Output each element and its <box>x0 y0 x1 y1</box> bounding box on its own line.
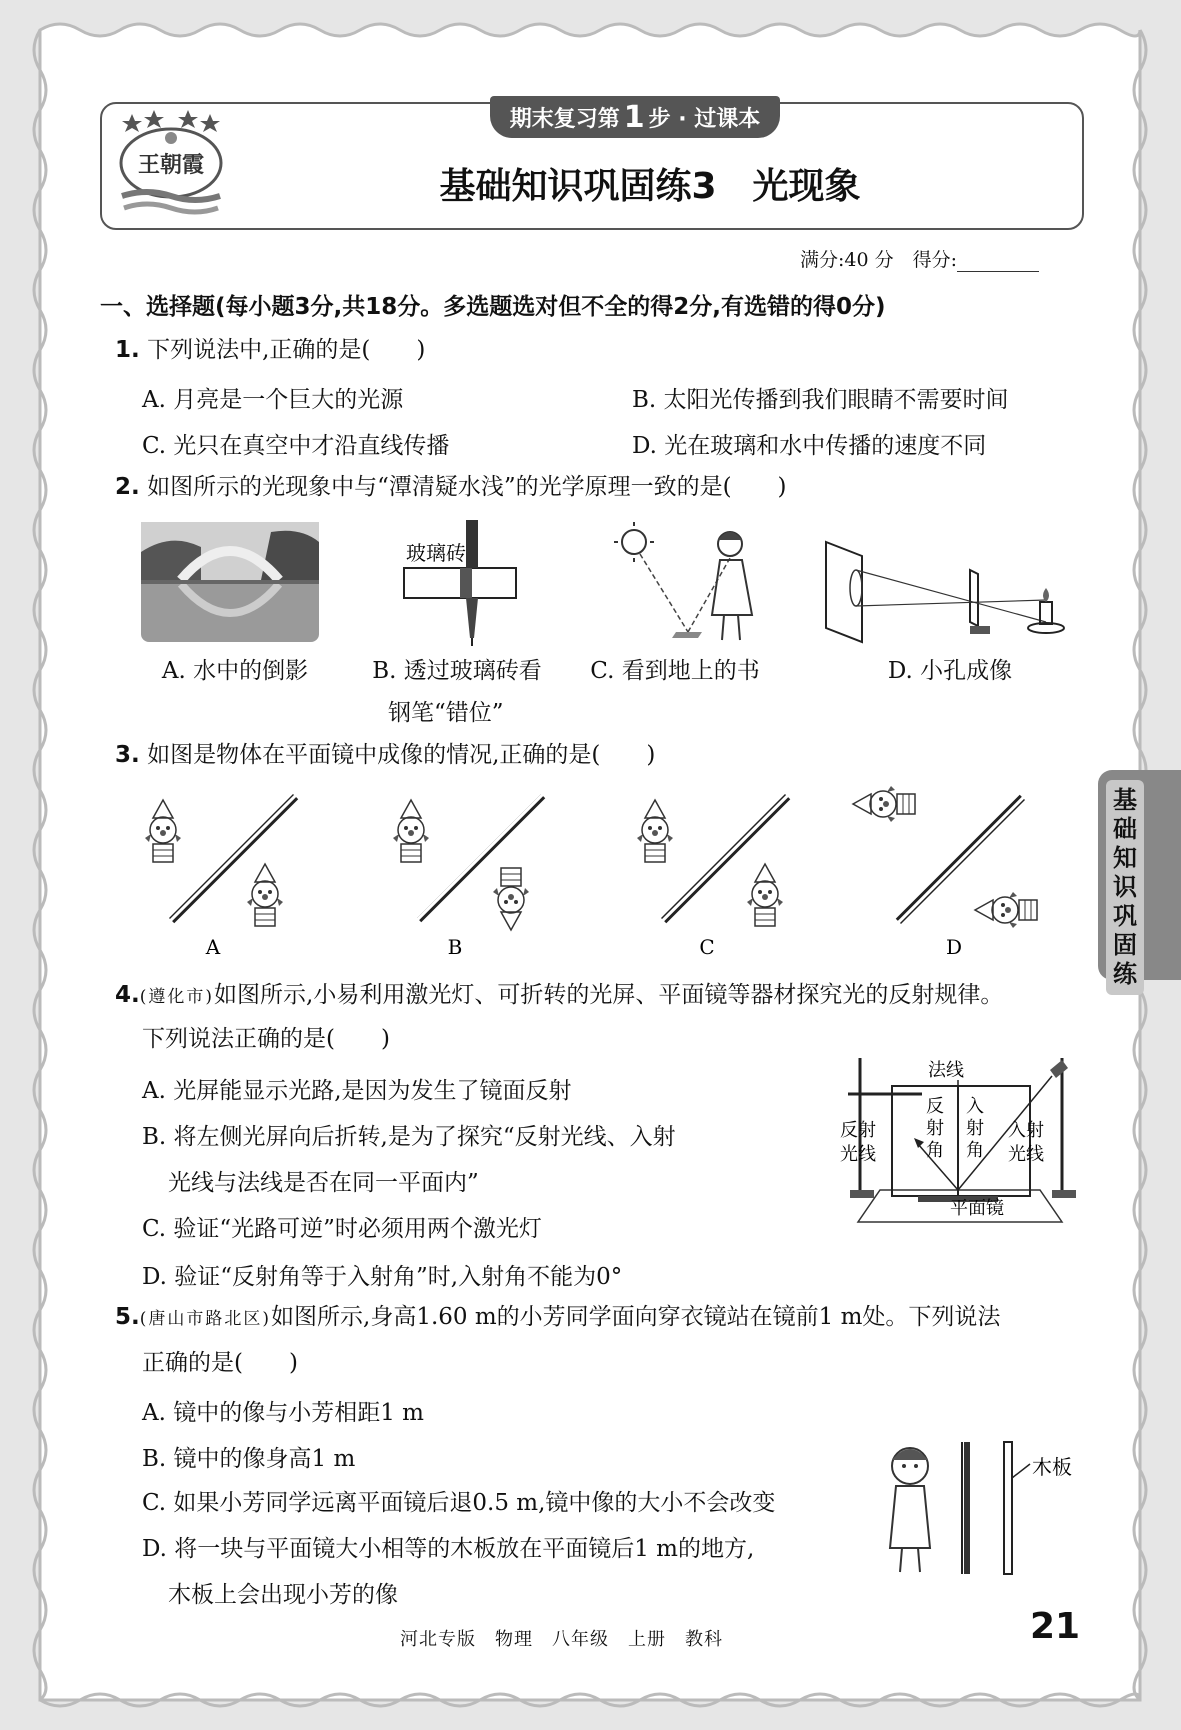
label-reflected-ray-1: 反射 <box>840 1120 876 1141</box>
q1-option-b[interactable]: B. 太阳光传播到我们眼睛不需要时间 <box>632 387 1009 413</box>
review-step-banner <box>490 96 780 138</box>
banner-step-number: 1 <box>623 99 645 135</box>
score-label: 满分:40 分 得分: <box>800 249 958 271</box>
question-5-stem <box>115 1300 1000 1336</box>
label-reflection-angle-2: 射 <box>926 1118 944 1139</box>
question-number: 5. <box>115 1304 140 1330</box>
section-title: 一、选择题(每小题3分,共18分。多选题选对但不全的得2分,有选错的得0分) <box>100 294 886 320</box>
q4-option-b[interactable]: B. 将左侧光屏向后折转,是为了探究“反射光线、入射 <box>142 1124 676 1150</box>
question-text: 如图所示的光现象中与“潭清疑水浅”的光学原理一致的是( ) <box>147 474 787 500</box>
score-line <box>800 245 1039 272</box>
q2-figure-c-girl-book <box>610 520 770 645</box>
q1-option-c[interactable]: C. 光只在真空中才沿直线传播 <box>142 433 450 459</box>
q5-option-c[interactable]: C. 如果小芳同学远离平面镜后退0.5 m,镜中像的大小不会改变 <box>142 1490 776 1516</box>
q2-figure-b-glass-pen <box>398 518 523 646</box>
label-wood-board: 木板 <box>1032 1455 1072 1479</box>
page-number: 21 <box>1030 1606 1081 1647</box>
banner-prefix: 期末复习第 <box>509 106 620 132</box>
label-incident-ray-1: 入射 <box>1008 1120 1044 1141</box>
question-number: 1. <box>115 337 140 363</box>
question-3-stem <box>115 738 655 772</box>
label-reflected-ray-2: 光线 <box>840 1144 876 1165</box>
label-incidence-angle-2: 射 <box>966 1118 984 1139</box>
label-reflection-angle-3: 角 <box>926 1140 944 1161</box>
q3-option-b-figure[interactable] <box>393 794 547 930</box>
logo-name: 王朝霞 <box>137 152 205 178</box>
label-plane-mirror: 平面镜 <box>950 1198 1004 1219</box>
label-incidence-angle-1: 入 <box>966 1096 984 1117</box>
question-source: (唐山市路北区) <box>139 1309 272 1329</box>
label-incidence-angle-3: 角 <box>966 1140 984 1161</box>
q4-option-d[interactable]: D. 验证“反射角等于入射角”时,入射角不能为0° <box>142 1264 623 1290</box>
page-title: 基础知识巩固练3 光现象 <box>439 166 861 207</box>
q3-label-b: B <box>447 935 463 959</box>
label-normal: 法线 <box>928 1060 964 1081</box>
q4-option-c[interactable]: C. 验证“光路可逆”时必须用两个激光灯 <box>142 1216 542 1242</box>
q3-option-c-figure[interactable] <box>637 794 791 926</box>
question-1-stem <box>115 333 425 367</box>
q1-option-d[interactable]: D. 光在玻璃和水中传播的速度不同 <box>632 433 987 459</box>
question-text: 如图所示,小易利用激光灯、可折转的光屏、平面镜等器材探究光的反射规律。 <box>214 982 1004 1008</box>
logo-emblem <box>112 108 230 218</box>
q2-caption-b-line2: 钢笔“错位” <box>388 700 504 726</box>
question-4-stem-line2: 下列说法正确的是( ) <box>142 1026 390 1052</box>
q4-option-a[interactable]: A. 光屏能显示光路,是因为发生了镜面反射 <box>142 1078 572 1104</box>
question-number: 4. <box>115 982 140 1008</box>
question-text: 如图所示,身高1.60 m的小芳同学面向穿衣镜站在镜前1 m处。下列说法 <box>271 1304 1001 1330</box>
question-2-stem <box>115 470 787 504</box>
question-text: 下列说法中,正确的是( ) <box>147 337 426 363</box>
q3-mirror-figures <box>135 780 1095 960</box>
q3-label-d: D <box>945 935 963 959</box>
label-incident-ray-2: 光线 <box>1008 1144 1044 1165</box>
glass-brick-label: 玻璃砖 <box>406 541 466 565</box>
q3-label-a: A <box>205 935 221 959</box>
question-number: 2. <box>115 474 140 500</box>
question-5-stem-line2: 正确的是( ) <box>142 1350 298 1376</box>
score-blank[interactable] <box>957 253 1039 272</box>
banner-suffix: 步 · 过课本 <box>648 106 761 132</box>
question-number: 3. <box>115 742 140 768</box>
q2-caption-a[interactable]: A. 水中的倒影 <box>161 658 309 684</box>
q5-option-d[interactable]: D. 将一块与平面镜大小相等的木板放在平面镜后1 m的地方, <box>142 1536 755 1562</box>
q4-option-b-line2: 光线与法线是否在同一平面内” <box>168 1170 479 1196</box>
q2-figure-d-pinhole <box>822 540 1082 645</box>
q5-option-a[interactable]: A. 镜中的像与小芳相距1 m <box>142 1400 424 1426</box>
q4-reflection-apparatus <box>830 1050 1090 1225</box>
q5-mirror-board-figure <box>880 1438 1080 1578</box>
label-reflection-angle-1: 反 <box>926 1096 944 1117</box>
question-source: (遵化市) <box>139 987 215 1007</box>
q3-option-d-figure[interactable] <box>853 786 1037 928</box>
footer-info: 河北专版 物理 八年级 上册 教科 <box>400 1629 723 1650</box>
q2-caption-b-line1[interactable]: B. 透过玻璃砖看 <box>372 658 542 684</box>
q5-option-d-line2: 木板上会出现小芳的像 <box>168 1582 398 1608</box>
q2-figure-a-bridge-reflection <box>141 522 319 642</box>
q3-label-c: C <box>699 935 715 959</box>
q1-option-a[interactable]: A. 月亮是一个巨大的光源 <box>142 387 404 413</box>
q2-caption-d[interactable]: D. 小孔成像 <box>887 658 1013 684</box>
question-text: 如图是物体在平面镜中成像的情况,正确的是( ) <box>147 742 656 768</box>
q3-option-a-figure[interactable] <box>145 794 299 926</box>
side-tab-label: 基础知识巩固练 <box>1106 780 1144 995</box>
q5-option-b[interactable]: B. 镜中的像身高1 m <box>142 1446 356 1472</box>
q2-caption-c[interactable]: C. 看到地上的书 <box>590 658 760 684</box>
question-4-stem <box>115 978 1003 1014</box>
